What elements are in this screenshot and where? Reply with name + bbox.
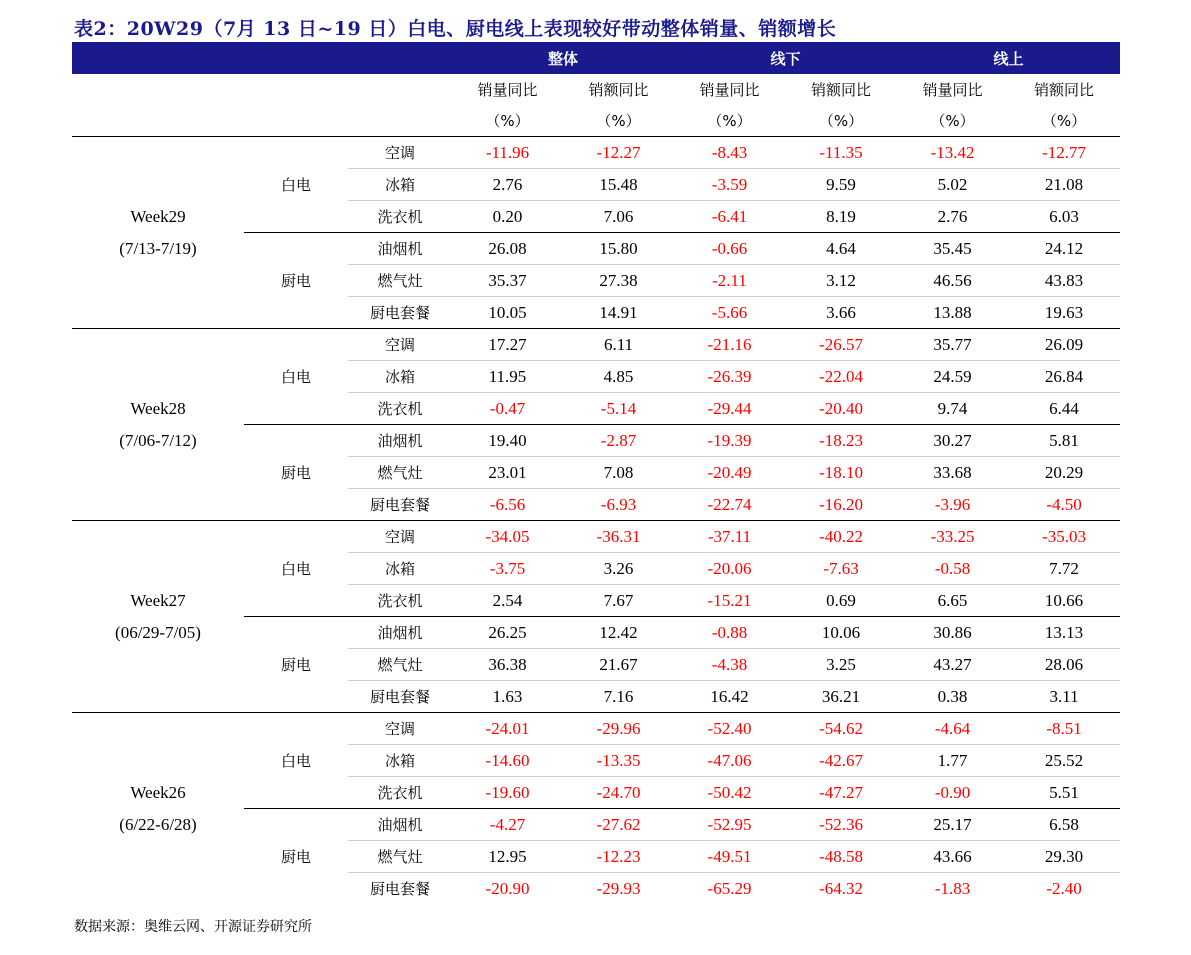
week-name: Week26 [130, 782, 186, 802]
value-cell: -47.27 [819, 782, 863, 802]
value-cell: 5.51 [1049, 782, 1079, 802]
product-cell: 空调 [348, 137, 452, 169]
value-cell: -7.63 [785, 553, 897, 585]
value-cell: 7.67 [603, 590, 634, 610]
value-cell: 3.12 [785, 265, 897, 297]
value-cell: 3.26 [563, 553, 674, 585]
metric-header: 销量同比 [699, 81, 760, 99]
table-title: 表2：20W29（7月 13 日~19 日）白电、厨电线上表现较好带动整体销量、销额增长 [74, 18, 837, 40]
value-cell: 43.83 [1008, 265, 1120, 297]
value-cell: -40.22 [785, 521, 897, 553]
value-cell: -65.29 [707, 878, 752, 898]
value-cell: 5.02 [897, 169, 1008, 201]
value-cell: -4.50 [1046, 494, 1082, 514]
value-cell: -29.44 [707, 398, 752, 418]
value-cell: 26.08 [452, 233, 563, 265]
week-range: (7/13-7/19) [119, 238, 197, 258]
value-cell: -22.04 [785, 361, 897, 393]
value-cell: -2.87 [563, 425, 674, 457]
value-cell: 5.81 [1008, 425, 1120, 457]
value-cell: 3.66 [826, 302, 856, 322]
value-cell: -52.40 [674, 713, 785, 745]
product-cell: 洗衣机 [377, 400, 423, 418]
value-cell: 7.16 [603, 686, 634, 706]
table-row [72, 713, 1120, 745]
category-cell: 厨电 [244, 233, 348, 329]
value-cell: -50.42 [707, 782, 752, 802]
value-cell: 7.72 [1008, 553, 1120, 585]
source-note: 数据来源：奥维云网、开源证券研究所 [74, 919, 312, 935]
header-blank [72, 42, 244, 74]
value-cell: -35.03 [1008, 521, 1120, 553]
value-cell: -0.66 [674, 233, 785, 265]
value-cell: -12.23 [563, 841, 674, 873]
product-cell: 洗衣机 [377, 592, 423, 610]
value-cell: 36.38 [452, 649, 563, 681]
product-cell: 空调 [348, 521, 452, 553]
product-cell: 油烟机 [348, 809, 452, 841]
product-cell: 油烟机 [348, 617, 452, 649]
value-cell: -52.95 [674, 809, 785, 841]
value-cell: 26.09 [1008, 329, 1120, 361]
value-cell: 27.38 [563, 265, 674, 297]
week-range: (7/06-7/12) [119, 430, 197, 450]
value-cell: -49.51 [674, 841, 785, 873]
value-cell: 15.48 [563, 169, 674, 201]
group-header-overall: 整体 [452, 42, 674, 74]
value-cell: 1.63 [492, 686, 523, 706]
value-cell: 0.20 [492, 206, 523, 226]
category-cell: 白电 [244, 329, 348, 425]
group-header-online: 线上 [897, 42, 1120, 74]
value-cell: -2.40 [1046, 878, 1082, 898]
product-cell: 油烟机 [348, 233, 452, 265]
week-name: Week28 [130, 398, 186, 418]
value-cell: -20.90 [485, 878, 530, 898]
value-cell: 13.13 [1008, 617, 1120, 649]
product-cell: 空调 [348, 713, 452, 745]
metric-header: 销量同比 [477, 81, 538, 99]
product-cell: 厨电套餐 [369, 880, 430, 898]
product-cell: 厨电套餐 [369, 304, 430, 322]
value-cell: -19.39 [674, 425, 785, 457]
value-cell: -15.21 [707, 590, 752, 610]
value-cell: -11.35 [785, 137, 897, 169]
value-cell: -64.32 [819, 878, 863, 898]
product-cell: 冰箱 [348, 169, 452, 201]
value-cell: -8.51 [1008, 713, 1120, 745]
value-cell: 21.08 [1008, 169, 1120, 201]
value-cell: 10.06 [785, 617, 897, 649]
value-cell: -6.41 [711, 206, 748, 226]
week-cell [72, 713, 244, 905]
metric-header: 销额同比 [811, 81, 872, 99]
week-cell [72, 521, 244, 713]
value-cell: 9.74 [937, 398, 968, 418]
value-cell: 3.25 [785, 649, 897, 681]
value-cell: -6.56 [489, 494, 526, 514]
value-cell: -20.40 [819, 398, 863, 418]
week-range: (6/22-6/28) [119, 814, 197, 834]
table-row [72, 521, 1120, 553]
metric-header: 销额同比 [588, 81, 649, 99]
value-cell: -18.23 [785, 425, 897, 457]
value-cell: 7.06 [603, 206, 634, 226]
value-cell: 11.95 [452, 361, 563, 393]
value-cell: -19.60 [485, 782, 530, 802]
value-cell: 3.11 [1049, 686, 1079, 706]
value-cell: 35.45 [897, 233, 1008, 265]
value-cell: 30.86 [897, 617, 1008, 649]
value-cell: -12.77 [1008, 137, 1120, 169]
table-row [72, 137, 1120, 169]
unit-header-row [72, 105, 1120, 137]
product-cell: 冰箱 [348, 745, 452, 777]
value-cell: 6.65 [937, 590, 968, 610]
product-cell: 燃气灶 [348, 265, 452, 297]
category-cell: 厨电 [244, 425, 348, 521]
product-cell: 燃气灶 [348, 649, 452, 681]
value-cell: 9.59 [785, 169, 897, 201]
value-cell: 0.38 [937, 686, 968, 706]
week-name: Week27 [130, 590, 186, 610]
value-cell: 46.56 [897, 265, 1008, 297]
value-cell: 6.58 [1008, 809, 1120, 841]
value-cell: -1.83 [934, 878, 971, 898]
value-cell: -20.49 [674, 457, 785, 489]
value-cell: 30.27 [897, 425, 1008, 457]
value-cell: -3.75 [452, 553, 563, 585]
value-cell: -5.14 [600, 398, 637, 418]
unit-label: （%） [1008, 105, 1120, 137]
value-cell: -0.90 [934, 782, 971, 802]
value-cell: 2.54 [492, 590, 523, 610]
value-cell: -37.11 [674, 521, 785, 553]
value-cell: 43.27 [897, 649, 1008, 681]
value-cell: -26.39 [674, 361, 785, 393]
value-cell: -22.74 [707, 494, 752, 514]
value-cell: 23.01 [452, 457, 563, 489]
product-cell: 洗衣机 [377, 784, 423, 802]
value-cell: 13.88 [933, 302, 972, 322]
value-cell: 6.03 [1049, 206, 1079, 226]
value-cell: -16.20 [819, 494, 863, 514]
value-cell: -24.01 [452, 713, 563, 745]
value-cell: -3.59 [674, 169, 785, 201]
table-body [72, 137, 1120, 905]
value-cell: -13.35 [563, 745, 674, 777]
week-cell [72, 329, 244, 521]
value-cell: 17.27 [452, 329, 563, 361]
group-header-offline: 线下 [674, 42, 897, 74]
value-cell: -24.70 [596, 782, 641, 802]
product-cell: 燃气灶 [348, 457, 452, 489]
value-cell: -26.57 [785, 329, 897, 361]
value-cell: 10.05 [488, 302, 527, 322]
product-cell: 燃气灶 [348, 841, 452, 873]
value-cell: -0.88 [674, 617, 785, 649]
unit-label: （%） [674, 105, 785, 137]
metric-header: 销额同比 [1034, 81, 1095, 99]
value-cell: 6.11 [563, 329, 674, 361]
value-cell: -6.93 [600, 494, 637, 514]
value-cell: -27.62 [563, 809, 674, 841]
category-cell: 白电 [280, 176, 311, 194]
table-row [72, 329, 1120, 361]
value-cell: -4.64 [897, 713, 1008, 745]
data-table [72, 42, 1120, 904]
value-cell: 43.66 [897, 841, 1008, 873]
value-cell: -4.27 [452, 809, 563, 841]
value-cell: -54.62 [785, 713, 897, 745]
unit-label: （%） [563, 105, 674, 137]
value-cell: -18.10 [785, 457, 897, 489]
category-cell: 白电 [244, 521, 348, 617]
value-cell: 6.44 [1049, 398, 1079, 418]
value-cell: 14.91 [599, 302, 638, 322]
value-cell: -20.06 [674, 553, 785, 585]
value-cell: -12.27 [563, 137, 674, 169]
product-cell: 冰箱 [348, 553, 452, 585]
value-cell: 24.59 [897, 361, 1008, 393]
unit-label: （%） [452, 105, 563, 137]
value-cell: -48.58 [785, 841, 897, 873]
week-cell [72, 137, 244, 329]
value-cell: -4.38 [674, 649, 785, 681]
value-cell: 15.80 [563, 233, 674, 265]
value-cell: 24.12 [1008, 233, 1120, 265]
value-cell: -0.58 [897, 553, 1008, 585]
value-cell: -34.05 [452, 521, 563, 553]
header-blank [244, 42, 348, 74]
value-cell: 16.42 [710, 686, 749, 706]
value-cell: 36.21 [821, 686, 861, 706]
value-cell: 25.52 [1008, 745, 1120, 777]
value-cell: 8.19 [826, 206, 856, 226]
value-cell: 21.67 [563, 649, 674, 681]
value-cell: 25.17 [897, 809, 1008, 841]
product-cell: 空调 [348, 329, 452, 361]
value-cell: -29.93 [596, 878, 641, 898]
value-cell: -3.96 [934, 494, 971, 514]
value-cell: 2.76 [452, 169, 563, 201]
value-cell: -0.47 [489, 398, 526, 418]
value-cell: 33.68 [897, 457, 1008, 489]
value-cell: -29.96 [563, 713, 674, 745]
week-range: (06/29-7/05) [115, 622, 201, 642]
value-cell: -21.16 [674, 329, 785, 361]
value-cell: 0.69 [826, 590, 856, 610]
value-cell: 12.95 [452, 841, 563, 873]
value-cell: 29.30 [1008, 841, 1120, 873]
product-cell: 厨电套餐 [369, 496, 430, 514]
value-cell: -14.60 [452, 745, 563, 777]
value-cell: -33.25 [897, 521, 1008, 553]
product-cell: 油烟机 [348, 425, 452, 457]
value-cell: 19.63 [1044, 302, 1084, 322]
metric-header-row [72, 74, 1120, 105]
value-cell: 35.37 [452, 265, 563, 297]
value-cell: -52.36 [785, 809, 897, 841]
unit-label: （%） [897, 105, 1008, 137]
value-cell: 35.77 [897, 329, 1008, 361]
product-cell: 厨电套餐 [369, 688, 430, 706]
value-cell: -11.96 [452, 137, 563, 169]
value-cell: -8.43 [674, 137, 785, 169]
value-cell: 19.40 [452, 425, 563, 457]
value-cell: 7.08 [563, 457, 674, 489]
value-cell: -36.31 [563, 521, 674, 553]
value-cell: 1.77 [897, 745, 1008, 777]
value-cell: -42.67 [785, 745, 897, 777]
category-cell: 厨电 [244, 617, 348, 713]
metric-header: 销量同比 [922, 81, 983, 99]
week-name: Week29 [130, 206, 186, 226]
product-cell: 洗衣机 [377, 208, 423, 226]
value-cell: -13.42 [897, 137, 1008, 169]
unit-label: （%） [785, 105, 897, 137]
group-header-row [72, 42, 1120, 74]
product-cell: 冰箱 [348, 361, 452, 393]
value-cell: -47.06 [674, 745, 785, 777]
value-cell: -5.66 [711, 302, 748, 322]
value-cell: 26.84 [1008, 361, 1120, 393]
value-cell: 2.76 [937, 206, 968, 226]
value-cell: 4.64 [785, 233, 897, 265]
value-cell: 28.06 [1008, 649, 1120, 681]
category-cell: 厨电 [244, 809, 348, 905]
category-cell: 白电 [244, 713, 348, 809]
value-cell: 10.66 [1044, 590, 1084, 610]
value-cell: 4.85 [563, 361, 674, 393]
value-cell: -2.11 [674, 265, 785, 297]
value-cell: 20.29 [1008, 457, 1120, 489]
header-blank [348, 42, 452, 74]
value-cell: 26.25 [452, 617, 563, 649]
value-cell: 12.42 [563, 617, 674, 649]
